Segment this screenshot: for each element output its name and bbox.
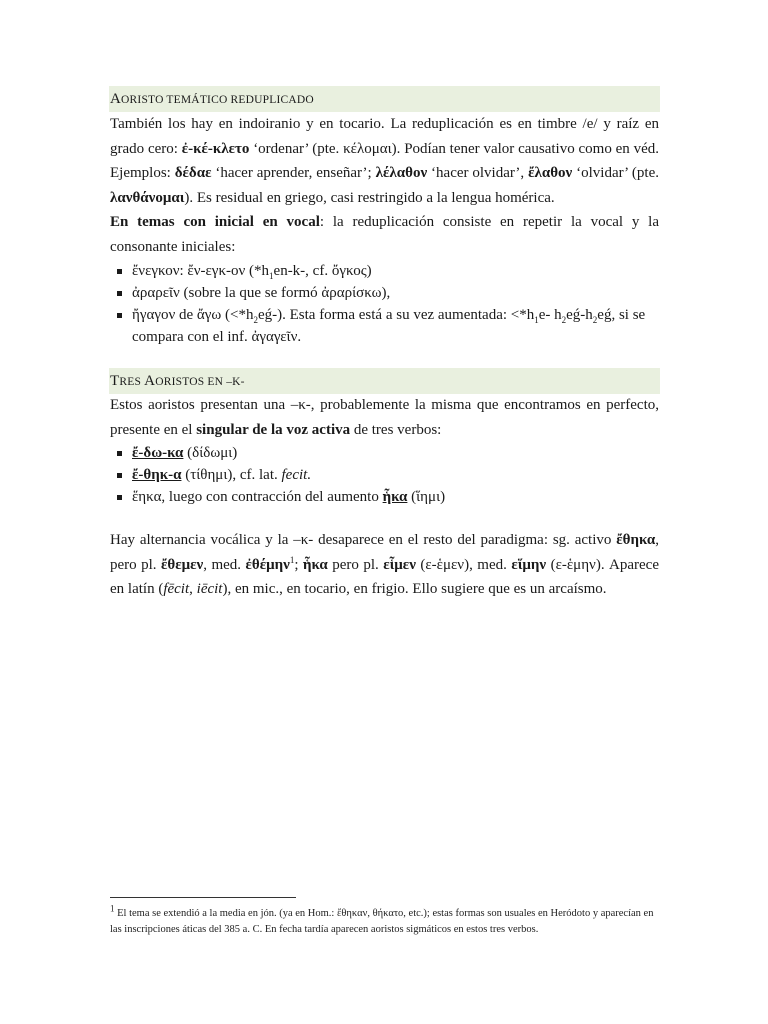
bold-term: εἷμεν — [383, 556, 416, 573]
paragraph-reduplication-intro: También los hay en indoiranio y en tocario. La reduplicación es en timbre /e/ y raíz en grado cero: ἐ-κέ-κλετο ‘ordenar’ (pte. κέλομαι). Podían tener valor causativo como en véd. Ejemplos: δέδαε ‘hacer aprender, enseñar’; λέλαθον ‘hacer olvidar’, ἔλαθον ‘olvidar’ (pte. λανθάνομαι). Es residual en griego, casi restringido a la lengua homérica. — [110, 116, 659, 206]
heading-text: ORISTO TEMÁTICO REDUPLICADO — [121, 94, 314, 106]
underlined-form: ἔ-δω-κα — [132, 445, 184, 461]
list-item-text: ἔ-θηκ-α (τίθημι), cf. lat. fecit. — [132, 467, 312, 483]
bold-term: ἐ-κέ-κλετο — [181, 140, 250, 157]
list-item-text: ἀραρεῖν (sobre la que se formó ἀραρίσκω), — [132, 285, 391, 301]
bullet-square-icon — [117, 451, 122, 456]
italic-term: fēcit — [163, 581, 190, 597]
footnote — [110, 903, 662, 938]
footnote-text: El tema se extendió a la media en jón. (ya en Hom.: ἔθηκαν, θήκατο, etc.); estas formas son usuales en Heródoto y aparecían en las inscripciones áticas del 385 a. C. En fecha tardía aparecen aoristos sigmáticos en estos tres verbos. — [110, 908, 654, 935]
bullet-square-icon — [117, 269, 122, 274]
bold-term: singular de la voz activa — [196, 421, 351, 438]
bold-term: ἐθέμην — [245, 556, 290, 573]
list-item-text: ἕηκα, luego con contracción del aumento ἧκα (ἵημι) — [132, 489, 446, 505]
bullet-square-icon — [117, 313, 122, 318]
bold-term: ἔθηκα — [616, 532, 656, 548]
bold-term: ἧκα — [303, 556, 328, 573]
paragraph-vowel-initial: En temas con inicial en vocal: la reduplicación consiste en repetir la vocal y la consonante iniciales: — [110, 214, 659, 255]
subscript: 1 — [534, 315, 539, 325]
paragraph-kappa-aorists: Estos aoristos presentan una –κ-, probablemente la misma que encontramos en perfecto, presente en el singular de la voz activa de tres verbos: — [110, 397, 659, 438]
subscript: 1 — [269, 271, 274, 281]
list-item — [110, 464, 659, 486]
footnote-ref: 1 — [289, 554, 295, 565]
bold-term: εἵμην — [511, 556, 547, 573]
list-item — [110, 260, 659, 282]
subscript: 2 — [561, 315, 567, 325]
reduplication-examples-list — [110, 260, 659, 348]
heading-text-2: ORISTOS EN –Κ- — [155, 376, 245, 388]
section-heading-aoristo-tematico — [109, 86, 660, 112]
list-item — [110, 442, 659, 464]
section-heading-tres-aoristos — [109, 368, 660, 394]
heading-text: RES — [119, 376, 145, 388]
heading-initial: T — [110, 373, 120, 389]
bold-term: δέδαε — [174, 165, 212, 181]
paragraph-vocalic-alternation: Hay alternancia vocálica y la –κ- desaparece en el resto del paradigma: sg. activo ἔθηκα, pero pl. ἔθεμεν, med. ἐθέμην$^1$; ἧκα pero pl. εἷμεν (ε-ἑμεν), med. εἵμην (ε-ἑμην). Aparece en latín (fēcit, iēcit), en mic., en tocario, en frigio. Ello sugiere que es un arcaísmo. — [110, 532, 659, 597]
italic-term: fecit. — [281, 467, 312, 483]
list-item-text: ἔ-δω-κα (δίδωμι) — [132, 445, 238, 461]
italic-term: iēcit — [196, 581, 223, 597]
bullet-square-icon — [117, 291, 122, 296]
underlined-form: ἧκα — [382, 489, 408, 505]
bold-term: En temas con inicial en vocal — [110, 214, 320, 230]
list-item-text: ἤγαγον de ἄγω $(<*h_2eǵ-)$. Esta forma está a su vez aumentada: $<*h_1e-$ $h_2eǵ-h_2eǵ$, si se compara con el inf. ἀγαγεῖν. — [132, 307, 646, 345]
heading-initial: A — [110, 91, 122, 107]
list-item — [110, 486, 659, 508]
bullet-square-icon — [117, 473, 122, 478]
footnote-separator — [110, 897, 296, 898]
bold-term: ἔλαθον — [528, 165, 573, 181]
bullet-square-icon — [117, 495, 122, 500]
subscript: 2 — [253, 315, 258, 325]
bold-term: λανθάνομαι — [110, 189, 185, 206]
heading-initial-2: A — [144, 373, 156, 389]
bold-term: ἔθεμεν — [160, 556, 204, 573]
footnote-number: 1 — [110, 903, 115, 914]
subscript: 2 — [592, 315, 598, 325]
kappa-aorist-list — [110, 442, 659, 508]
list-item-text: ἔνεγκον: ἔν-εγκ-ον ($*h_1en-k-$, cf. ὄγκος) — [132, 263, 372, 281]
list-item — [110, 304, 659, 348]
list-item — [110, 282, 659, 304]
bold-term: λέλαθον — [375, 165, 428, 181]
underlined-form: ἔ-θηκ-α — [132, 467, 182, 483]
